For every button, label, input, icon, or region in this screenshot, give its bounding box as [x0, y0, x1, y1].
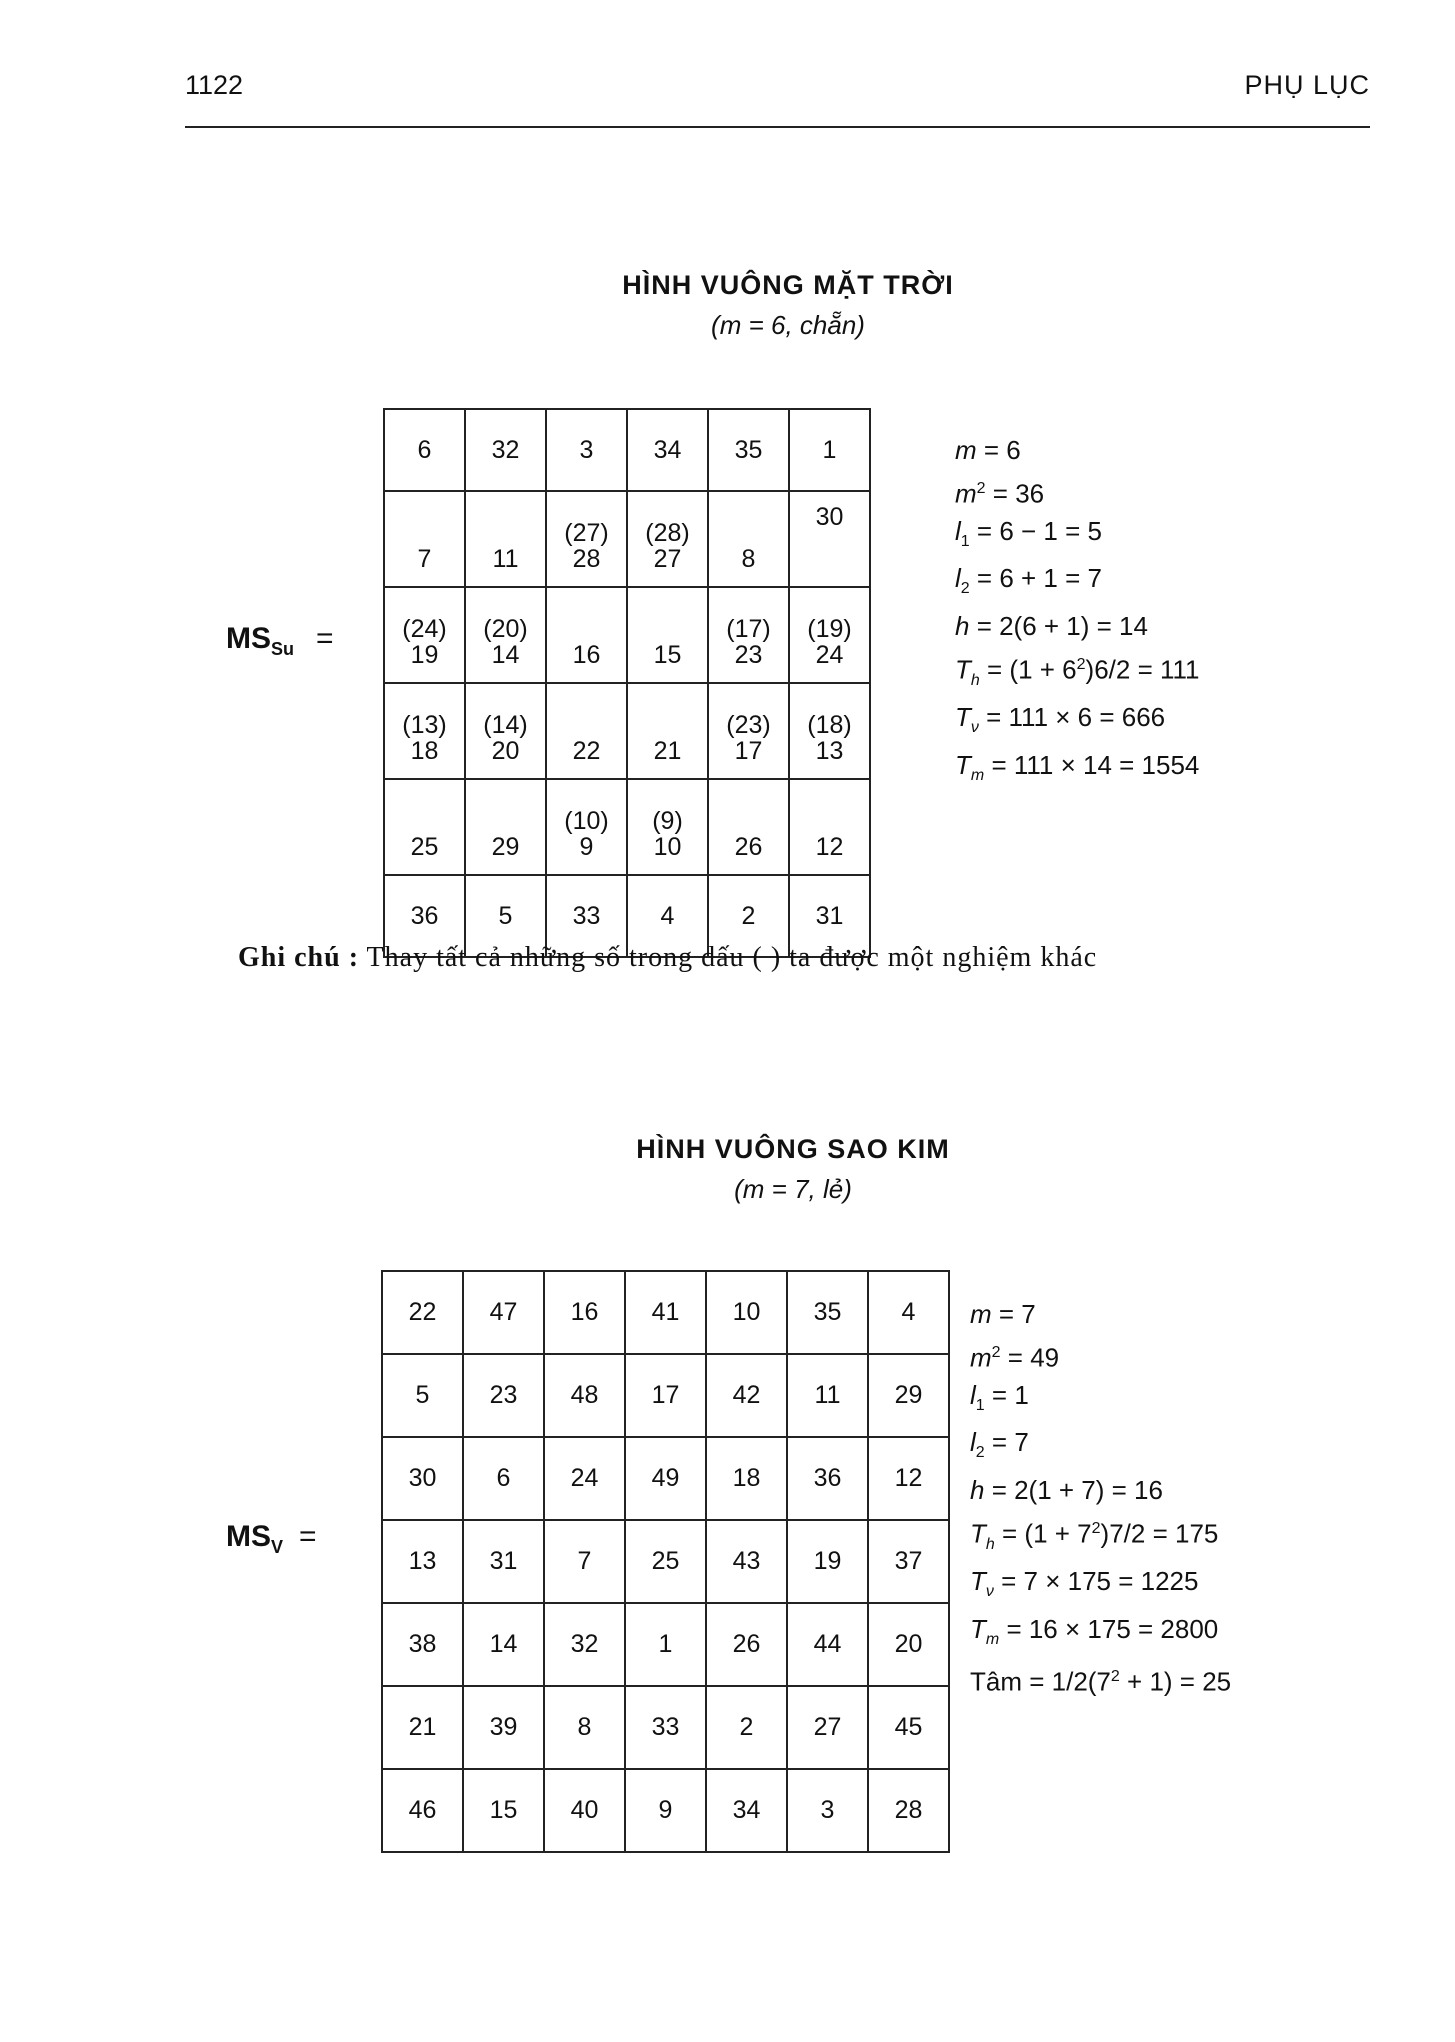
- cell-value: 1: [822, 435, 837, 464]
- param-line: m = 6: [955, 435, 1021, 465]
- grid-cell: 49: [625, 1437, 706, 1520]
- grid-cell: [546, 587, 627, 683]
- param-line: $l_2 = 7$: [970, 1427, 1029, 1462]
- venus-label-sub: V: [271, 1537, 284, 1557]
- cell-value: 36: [410, 901, 439, 930]
- grid-cell: 2: [706, 1686, 787, 1769]
- grid-cell: 12: [868, 1437, 949, 1520]
- grid-cell: 8: [544, 1686, 625, 1769]
- grid-cell: 28: [868, 1769, 949, 1852]
- param-line: $m^2 = 49$: [970, 1342, 1060, 1373]
- cell-value: 25: [410, 832, 439, 861]
- grid-cell: 48: [544, 1354, 625, 1437]
- grid-cell: 21: [382, 1686, 463, 1769]
- cell-value: 6: [417, 435, 432, 464]
- grid-cell: 6: [463, 1437, 544, 1520]
- cell-value: 21: [653, 736, 682, 765]
- grid-cell: [465, 587, 546, 683]
- param-line: $T_m = 111 \times 14 = 1554$: [955, 749, 1200, 784]
- grid-cell: 23: [463, 1354, 544, 1437]
- alt-value: (10): [564, 806, 609, 835]
- grid-row: [384, 683, 870, 779]
- grid-cell: 46: [382, 1769, 463, 1852]
- grid-row: [382, 1520, 949, 1603]
- grid-cell: [708, 779, 789, 875]
- cell-value: 26: [734, 832, 763, 861]
- grid-cell: 24: [544, 1437, 625, 1520]
- grid-cell: [384, 683, 465, 779]
- cell-value: 24: [815, 640, 844, 669]
- venus-square-title: HÌNH VUÔNG SAO KIM: [636, 1134, 950, 1164]
- grid-row: [382, 1437, 949, 1520]
- cell-value: 11: [492, 544, 519, 573]
- cell-value: 28: [572, 544, 601, 573]
- grid-cell: [465, 683, 546, 779]
- alt-value: (27): [564, 518, 609, 547]
- note-text: Thay tất cả những số trong dấu ( ) ta được một nghiệm khác: [366, 942, 1098, 973]
- alt-value: (18): [807, 710, 852, 739]
- cell-value: 2: [741, 901, 756, 930]
- grid-cell: [546, 409, 627, 491]
- grid-cell: 40: [544, 1769, 625, 1852]
- alt-value: (9): [652, 806, 683, 835]
- header-rule: [185, 126, 1370, 128]
- grid-cell: 43: [706, 1520, 787, 1603]
- param-line: h = 2(6 + 1) = 14: [955, 611, 1148, 642]
- grid-cell: 30: [382, 1437, 463, 1520]
- grid-cell: 16: [544, 1271, 625, 1354]
- grid-row: [382, 1354, 949, 1437]
- grid-row: [382, 1686, 949, 1769]
- grid-cell: [384, 409, 465, 491]
- grid-cell: [789, 779, 870, 875]
- cell-value: 19: [410, 640, 439, 669]
- param-line: $m^2 = 36$: [955, 478, 1045, 509]
- sun-square-params: [955, 432, 1200, 794]
- grid-cell: 29: [868, 1354, 949, 1437]
- grid-cell: 17: [625, 1354, 706, 1437]
- venus-square-params: [970, 1296, 1231, 1701]
- grid-row: [384, 779, 870, 875]
- grid-cell: 10: [706, 1271, 787, 1354]
- grid-cell: 4: [868, 1271, 949, 1354]
- cell-value: 4: [660, 901, 675, 930]
- grid-cell: [384, 587, 465, 683]
- grid-cell: [789, 491, 870, 587]
- grid-cell: [546, 683, 627, 779]
- venus-label-main: MS: [226, 1520, 271, 1553]
- grid-cell: 7: [544, 1520, 625, 1603]
- grid-cell: 25: [625, 1520, 706, 1603]
- param-line: $T_\nu = 111 \times 6 = 666$: [955, 701, 1166, 737]
- alt-value: (17): [726, 614, 771, 643]
- grid-cell: [708, 683, 789, 779]
- grid-row: [382, 1603, 949, 1686]
- grid-cell: [789, 683, 870, 779]
- sun-label-sub: Su: [271, 639, 295, 659]
- grid-cell: 44: [787, 1603, 868, 1686]
- grid-cell: [546, 779, 627, 875]
- grid-cell: 13: [382, 1520, 463, 1603]
- grid-cell: [465, 409, 546, 491]
- grid-cell: 31: [463, 1520, 544, 1603]
- cell-value: 29: [491, 832, 520, 861]
- grid-cell: 27: [787, 1686, 868, 1769]
- grid-cell: 3: [787, 1769, 868, 1852]
- cell-value: 15: [653, 640, 682, 669]
- venus-label-eq: =: [299, 1520, 317, 1553]
- grid-cell: [708, 587, 789, 683]
- cell-value: 33: [572, 901, 601, 930]
- grid-cell: 41: [625, 1271, 706, 1354]
- grid-row: [382, 1271, 949, 1354]
- cell-value: 12: [815, 832, 844, 861]
- cell-value: 27: [653, 544, 682, 573]
- note-line: [238, 942, 1097, 974]
- param-line: $l_2 = 6 + 1 = 7$: [955, 563, 1102, 598]
- alt-value: (28): [645, 518, 690, 547]
- param-line: Tâm = $1/2(7^2 + 1) = 25$: [970, 1666, 1232, 1697]
- grid-cell: 45: [868, 1686, 949, 1769]
- grid-cell: [789, 587, 870, 683]
- cell-value: 8: [741, 544, 756, 573]
- grid-cell: 22: [382, 1271, 463, 1354]
- grid-cell: 18: [706, 1437, 787, 1520]
- alt-value: (13): [402, 710, 447, 739]
- grid-cell: [627, 491, 708, 587]
- grid-row: [384, 587, 870, 683]
- grid-cell: 35: [787, 1271, 868, 1354]
- venus-square-label: [226, 1520, 317, 1558]
- alt-value: (19): [807, 614, 852, 643]
- param-line: $T_h = (1 + 7^2)7/2 = 175$: [970, 1518, 1219, 1553]
- cell-value: 16: [572, 640, 601, 669]
- cell-value: 14: [491, 640, 520, 669]
- grid-cell: 26: [706, 1603, 787, 1686]
- cell-value: 9: [579, 832, 594, 861]
- param-line: $l_1 = 6 - 1 = 5$: [955, 515, 1102, 550]
- cell-value: 13: [815, 736, 844, 765]
- grid-cell: 11: [787, 1354, 868, 1437]
- grid-cell: 14: [463, 1603, 544, 1686]
- sun-label-main: MS: [226, 622, 271, 655]
- venus-magic-square: [381, 1270, 950, 1853]
- cell-value: 32: [491, 435, 520, 464]
- grid-row: [384, 409, 870, 491]
- param-line: $T_m = 16 \times 175 = 2800$: [970, 1613, 1219, 1648]
- grid-cell: 36: [787, 1437, 868, 1520]
- grid-row: [382, 1769, 949, 1852]
- grid-cell: [546, 491, 627, 587]
- grid-cell: [708, 491, 789, 587]
- sun-magic-square: [383, 408, 871, 958]
- cell-value: 20: [491, 736, 520, 765]
- alt-value: (20): [483, 614, 528, 643]
- grid-cell: [627, 779, 708, 875]
- cell-value: 22: [572, 736, 601, 765]
- grid-cell: 9: [625, 1769, 706, 1852]
- grid-cell: 19: [787, 1520, 868, 1603]
- param-line: $T_\nu = 7 \times 175 = 1225$: [970, 1565, 1199, 1601]
- cell-value: 35: [734, 435, 763, 464]
- grid-cell: 32: [544, 1603, 625, 1686]
- grid-cell: 37: [868, 1520, 949, 1603]
- cell-value: 10: [653, 832, 682, 861]
- grid-cell: 47: [463, 1271, 544, 1354]
- grid-cell: 34: [706, 1769, 787, 1852]
- grid-cell: [708, 409, 789, 491]
- param-line: m = 7: [970, 1299, 1036, 1329]
- cell-value: 18: [410, 736, 439, 765]
- grid-cell: 42: [706, 1354, 787, 1437]
- alt-value: (24): [402, 614, 447, 643]
- grid-cell: [789, 409, 870, 491]
- param-line: $l_1 = 1$: [970, 1379, 1029, 1414]
- sun-square-subtitle: (m = 6, chẵn): [711, 310, 865, 340]
- page-number: 1122: [185, 70, 244, 100]
- alt-value: (14): [483, 710, 528, 739]
- cell-value: 30: [815, 503, 844, 531]
- grid-cell: [627, 683, 708, 779]
- running-head: PHỤ LỤC: [1244, 70, 1370, 100]
- venus-square-subtitle: (m = 7, lẻ): [734, 1174, 852, 1204]
- sun-square-label: [226, 622, 334, 660]
- param-line: h = 2(1 + 7) = 16: [970, 1475, 1163, 1506]
- grid-cell: [465, 779, 546, 875]
- grid-cell: [627, 587, 708, 683]
- cell-value: 7: [417, 544, 432, 573]
- note-label: Ghi chú :: [238, 942, 360, 973]
- sun-square-title: HÌNH VUÔNG MẶT TRỜI: [622, 270, 954, 300]
- cell-value: 23: [734, 640, 763, 669]
- grid-cell: [384, 779, 465, 875]
- alt-value: (23): [726, 710, 771, 739]
- grid-cell: 20: [868, 1603, 949, 1686]
- cell-value: 34: [653, 435, 682, 464]
- grid-cell: 5: [382, 1354, 463, 1437]
- grid-cell: [384, 491, 465, 587]
- grid-cell: 15: [463, 1769, 544, 1852]
- grid-row: [384, 491, 870, 587]
- sun-label-eq: =: [316, 622, 334, 655]
- cell-value: 5: [498, 901, 513, 930]
- cell-value: 17: [734, 736, 763, 765]
- param-line: $T_h = (1 + 6^2)6/2 = 111$: [955, 654, 1200, 689]
- grid-cell: 1: [625, 1603, 706, 1686]
- cell-value: 3: [579, 435, 594, 464]
- grid-cell: 39: [463, 1686, 544, 1769]
- grid-cell: [627, 409, 708, 491]
- grid-cell: [465, 491, 546, 587]
- cell-value: 31: [815, 901, 844, 930]
- grid-cell: 38: [382, 1603, 463, 1686]
- grid-cell: 33: [625, 1686, 706, 1769]
